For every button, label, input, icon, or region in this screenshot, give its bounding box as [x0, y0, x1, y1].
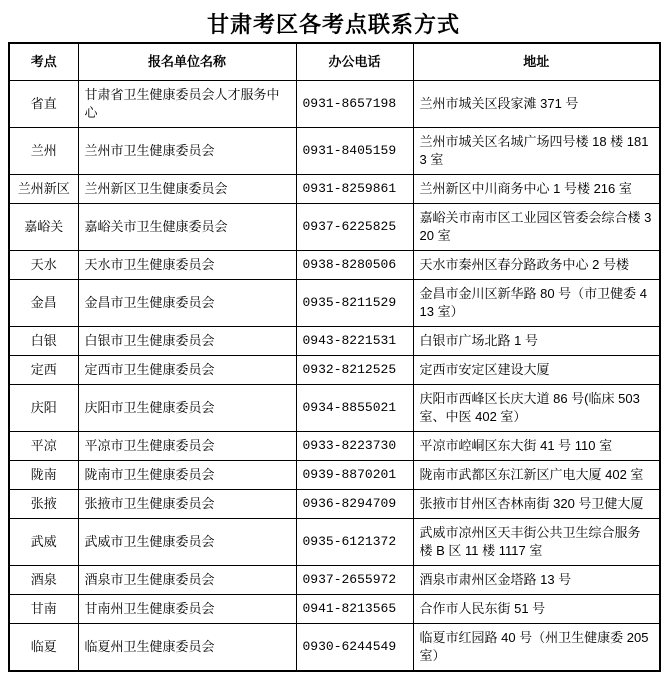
cell-unit: 金昌市卫生健康委员会 — [78, 280, 296, 327]
cell-unit: 兰州新区卫生健康委员会 — [78, 175, 296, 204]
cell-site: 临夏 — [9, 624, 78, 672]
cell-site: 武威 — [9, 519, 78, 566]
page-title: 甘肃考区各考点联系方式 — [206, 12, 460, 37]
table-row — [9, 128, 660, 175]
cell-site: 定西 — [9, 356, 78, 385]
cell-address: 酒泉市肃州区金塔路 13 号 — [413, 566, 660, 595]
table-row — [9, 461, 660, 490]
table-row — [9, 624, 660, 672]
table-row — [9, 81, 660, 128]
cell-unit: 庆阳市卫生健康委员会 — [78, 385, 296, 432]
cell-phone: 0943-8221531 — [296, 327, 413, 356]
cell-unit: 平凉市卫生健康委员会 — [78, 432, 296, 461]
cell-address: 定西市安定区建设大厦 — [413, 356, 660, 385]
cell-address: 金昌市金川区新华路 80 号（市卫健委 413 室） — [413, 280, 660, 327]
cell-address: 张掖市甘州区杏林南街 320 号卫健大厦 — [413, 490, 660, 519]
cell-address: 嘉峪关市南市区工业园区管委会综合楼 320 室 — [413, 204, 660, 251]
table-row — [9, 204, 660, 251]
cell-unit: 武威市卫生健康委员会 — [78, 519, 296, 566]
cell-unit: 定西市卫生健康委员会 — [78, 356, 296, 385]
table-row — [9, 327, 660, 356]
table-row — [9, 566, 660, 595]
cell-site: 天水 — [9, 251, 78, 280]
cell-unit: 兰州市卫生健康委员会 — [78, 128, 296, 175]
contact-table — [8, 42, 661, 672]
cell-unit: 天水市卫生健康委员会 — [78, 251, 296, 280]
cell-address: 临夏市红园路 40 号（州卫生健康委 205 室） — [413, 624, 660, 672]
cell-unit: 酒泉市卫生健康委员会 — [78, 566, 296, 595]
cell-phone: 0937-2655972 — [296, 566, 413, 595]
cell-address: 平凉市崆峒区东大街 41 号 110 室 — [413, 432, 660, 461]
cell-site: 张掖 — [9, 490, 78, 519]
table-row — [9, 280, 660, 327]
cell-phone: 0930-6244549 — [296, 624, 413, 672]
cell-site: 嘉峪关 — [9, 204, 78, 251]
cell-site: 兰州新区 — [9, 175, 78, 204]
column-header-phone: 办公电话 — [296, 43, 413, 81]
cell-address: 白银市广场北路 1 号 — [413, 327, 660, 356]
cell-address: 合作市人民东街 51 号 — [413, 595, 660, 624]
cell-phone: 0936-8294709 — [296, 490, 413, 519]
cell-phone: 0937-6225825 — [296, 204, 413, 251]
cell-site: 白银 — [9, 327, 78, 356]
table-row — [9, 595, 660, 624]
table-row — [9, 490, 660, 519]
column-header-address: 地址 — [413, 43, 660, 81]
cell-address: 兰州市城关区段家滩 371 号 — [413, 81, 660, 128]
cell-phone: 0934-8855021 — [296, 385, 413, 432]
column-header-unit: 报名单位名称 — [78, 43, 296, 81]
table-row — [9, 175, 660, 204]
table-header-row — [9, 43, 660, 81]
cell-phone: 0938-8280506 — [296, 251, 413, 280]
cell-site: 陇南 — [9, 461, 78, 490]
cell-unit: 张掖市卫生健康委员会 — [78, 490, 296, 519]
cell-phone: 0935-8211529 — [296, 280, 413, 327]
table-row — [9, 432, 660, 461]
cell-site: 金昌 — [9, 280, 78, 327]
cell-address: 陇南市武都区东江新区广电大厦 402 室 — [413, 461, 660, 490]
cell-phone: 0932-8212525 — [296, 356, 413, 385]
cell-address: 兰州市城关区名城广场四号楼 18 楼 1813 室 — [413, 128, 660, 175]
cell-site: 甘南 — [9, 595, 78, 624]
cell-phone: 0941-8213565 — [296, 595, 413, 624]
cell-site: 省直 — [9, 81, 78, 128]
cell-phone: 0931-8405159 — [296, 128, 413, 175]
cell-phone: 0933-8223730 — [296, 432, 413, 461]
table-row — [9, 385, 660, 432]
cell-unit: 临夏州卫生健康委员会 — [78, 624, 296, 672]
cell-address: 兰州新区中川商务中心 1 号楼 216 室 — [413, 175, 660, 204]
table-row — [9, 251, 660, 280]
cell-phone: 0939-8870201 — [296, 461, 413, 490]
cell-site: 兰州 — [9, 128, 78, 175]
column-header-site: 考点 — [9, 43, 78, 81]
cell-unit: 甘南州卫生健康委员会 — [78, 595, 296, 624]
cell-unit: 白银市卫生健康委员会 — [78, 327, 296, 356]
cell-unit: 陇南市卫生健康委员会 — [78, 461, 296, 490]
cell-phone: 0935-6121372 — [296, 519, 413, 566]
cell-site: 酒泉 — [9, 566, 78, 595]
cell-unit: 甘肃省卫生健康委员会人才服务中心 — [78, 81, 296, 128]
cell-address: 庆阳市西峰区长庆大道 86 号(临床 503 室、中医 402 室） — [413, 385, 660, 432]
cell-address: 天水市秦州区春分路政务中心 2 号楼 — [413, 251, 660, 280]
cell-unit: 嘉峪关市卫生健康委员会 — [78, 204, 296, 251]
cell-phone: 0931-8259861 — [296, 175, 413, 204]
table-row — [9, 519, 660, 566]
cell-site: 庆阳 — [9, 385, 78, 432]
cell-phone: 0931-8657198 — [296, 81, 413, 128]
cell-site: 平凉 — [9, 432, 78, 461]
cell-address: 武威市凉州区天丰街公共卫生综合服务楼 B 区 11 楼 1117 室 — [413, 519, 660, 566]
table-row — [9, 356, 660, 385]
